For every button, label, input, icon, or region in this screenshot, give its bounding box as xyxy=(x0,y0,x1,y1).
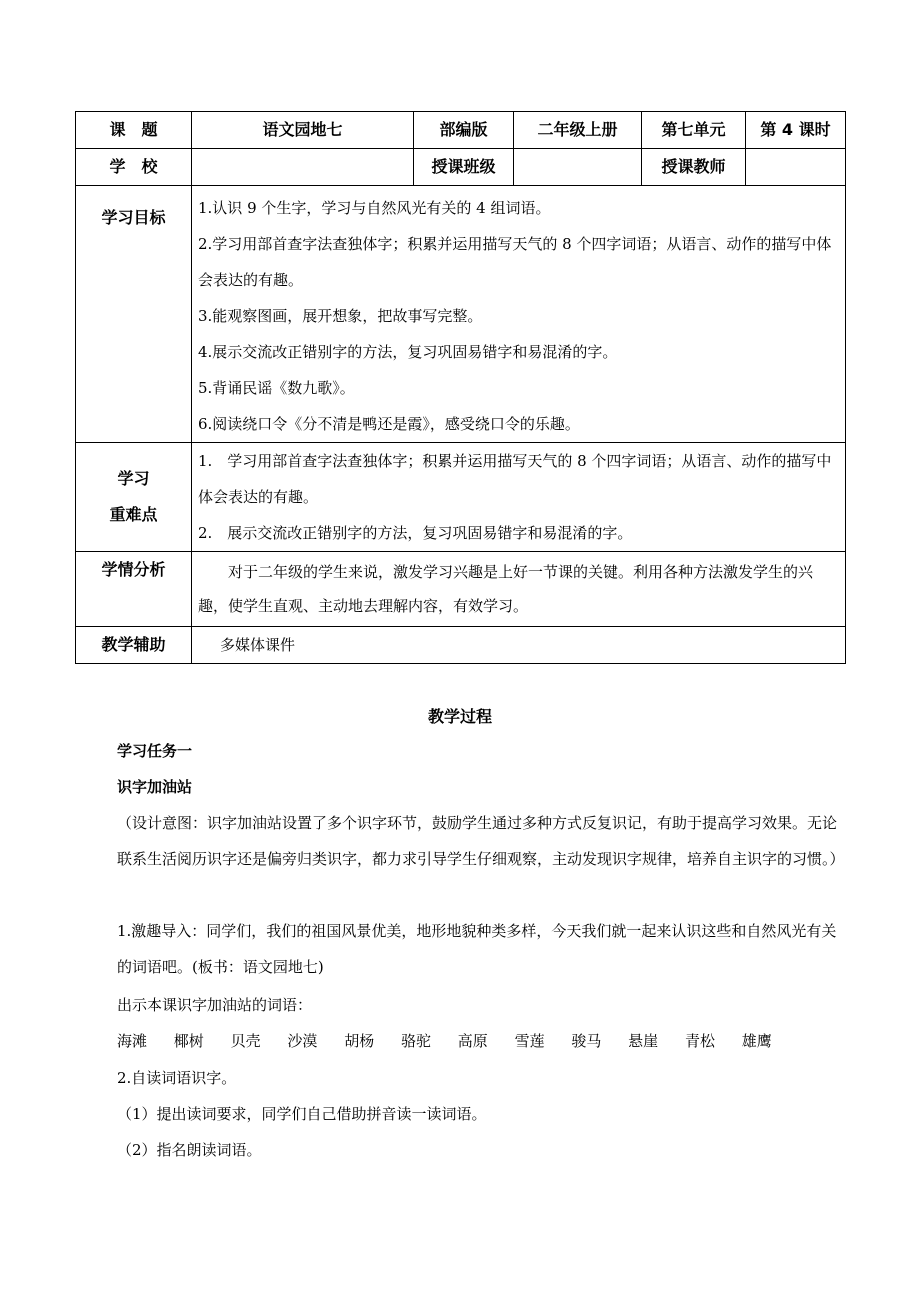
topic-label: 课 题 xyxy=(76,112,192,149)
key-point-item: 1. 学习用部首查字法查独体字；积累并运用描写天气的 8 个四字词语；从语言、动作的描写中体会表达的有趣。 xyxy=(198,452,832,506)
goals-cell xyxy=(192,186,846,443)
analysis-cell xyxy=(192,552,846,627)
analysis-label: 学情分析 xyxy=(76,552,192,627)
word-item: 椰树 xyxy=(173,1032,204,1050)
word-item: 悬崖 xyxy=(628,1032,659,1050)
word-item: 雪莲 xyxy=(514,1032,545,1050)
step-1: 1.激趣导入：同学们，我们的祖国风景优美，地形地貌种类多样，今天我们就一起来认识这些和自然风光有关的词语吧。(板书：语文园地七) xyxy=(117,922,837,976)
table-row xyxy=(76,627,846,664)
word-item: 骆驼 xyxy=(400,1032,431,1050)
goal-item: 1.认识 9 个生字，学习与自然风光有关的 4 组词语。 xyxy=(198,199,551,217)
table-row xyxy=(76,552,846,627)
key-points-label-line2: 重难点 xyxy=(109,505,158,524)
edition: 部编版 xyxy=(414,112,514,149)
teacher-label: 授课教师 xyxy=(642,149,746,186)
lesson-number: 第 4 课时 xyxy=(746,112,846,149)
topic-value: 语文园地七 xyxy=(192,112,414,149)
process-title: 教学过程 xyxy=(427,707,492,726)
table-row xyxy=(76,186,846,443)
goal-item: 5.背诵民谣《数九歌》。 xyxy=(198,379,355,397)
table-row xyxy=(76,112,846,149)
word-item: 海滩 xyxy=(117,1032,148,1050)
unit: 第七单元 xyxy=(642,112,746,149)
word-item: 高原 xyxy=(457,1032,488,1050)
grade: 二年级上册 xyxy=(514,112,642,149)
key-points-label-line1: 学习 xyxy=(117,469,150,488)
aids-label: 教学辅助 xyxy=(76,627,192,664)
school-value xyxy=(192,149,414,186)
show-words-text: 出示本课识字加油站的词语： xyxy=(117,996,313,1014)
step-2: 2.自读词语识字。 xyxy=(117,1069,237,1087)
goals-label: 学习目标 xyxy=(76,186,192,443)
analysis-text: 对于二年级的学生来说，激发学习兴趣是上好一节课的关键。利用各种方法激发学生的兴趣，使学生直观、主动地去理解内容，有效学习。 xyxy=(198,563,814,615)
goal-item: 6.阅读绕口令《分不清是鸭还是霞》，感受绕口令的乐趣。 xyxy=(198,415,580,433)
class-value xyxy=(514,149,642,186)
word-item: 贝壳 xyxy=(230,1032,261,1050)
key-points-cell xyxy=(192,443,846,552)
sub-step-1: （1）提出读词要求，同学们自己借助拼音读一读词语。 xyxy=(117,1105,487,1123)
word-item: 青松 xyxy=(684,1032,715,1050)
word-item: 雄鹰 xyxy=(741,1032,772,1050)
key-point-item: 2. 展示交流改正错别字的方法，复习巩固易错字和易混淆的字。 xyxy=(198,524,633,542)
school-label: 学 校 xyxy=(76,149,192,186)
station-heading: 识字加油站 xyxy=(117,778,193,796)
table-row xyxy=(76,149,846,186)
goal-item: 3.能观察图画，展开想象，把故事写完整。 xyxy=(198,307,483,325)
table-row xyxy=(76,443,846,552)
teacher-value xyxy=(746,149,846,186)
word-list xyxy=(117,1030,794,1051)
design-intent: （设计意图：识字加油站设置了多个识字环节，鼓励学生通过多种方式反复识记，有助于提高学习效果。无论联系生活阅历识字还是偏旁归类识字，都力求引导学生仔细观察，主动发现识字规律，培养自主识字的习惯。） xyxy=(117,814,845,868)
key-points-label xyxy=(76,443,192,552)
goal-item: 4.展示交流改正错别字的方法，复习巩固易错字和易混淆的字。 xyxy=(198,343,618,361)
task-heading: 学习任务一 xyxy=(117,742,193,760)
word-item: 骏马 xyxy=(571,1032,602,1050)
word-item: 胡杨 xyxy=(344,1032,375,1050)
aids-text: 多媒体课件 xyxy=(220,636,296,654)
sub-step-2: （2）指名朗读词语。 xyxy=(117,1141,262,1159)
lesson-info-table xyxy=(75,111,846,664)
class-label: 授课班级 xyxy=(414,149,514,186)
aids-cell xyxy=(192,627,846,664)
goal-item: 2.学习用部首查字法查独体字；积累并运用描写天气的 8 个四字词语；从语言、动作的描写中体会表达的有趣。 xyxy=(198,235,832,289)
word-item: 沙漠 xyxy=(287,1032,318,1050)
